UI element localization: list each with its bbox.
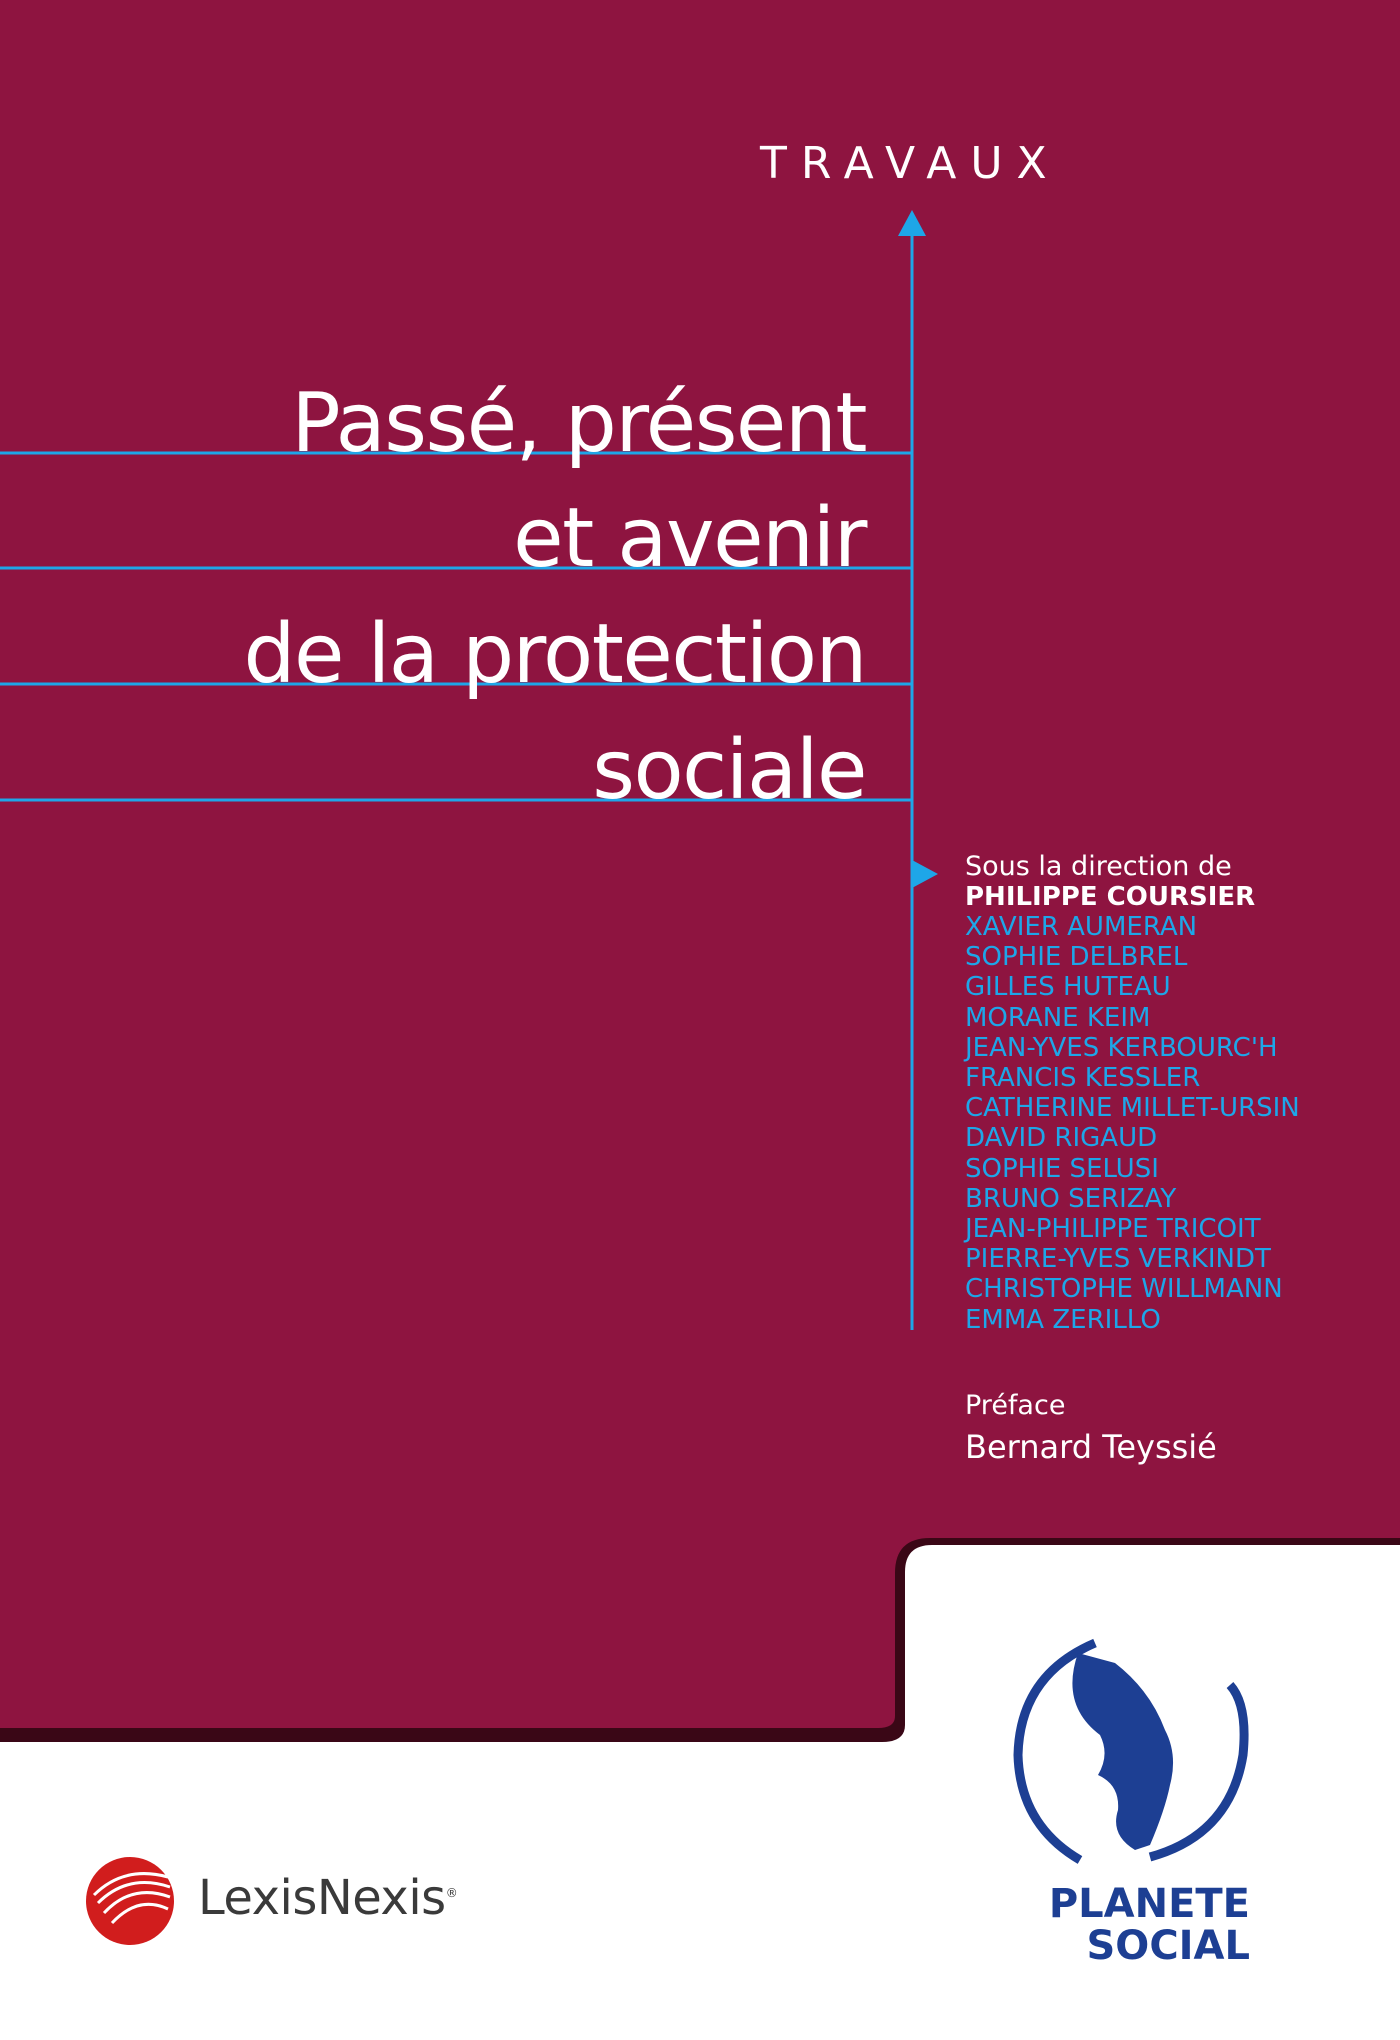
- title-line-4: sociale: [592, 723, 866, 818]
- contributor-name: PIERRE-YVES VERKINDT: [965, 1244, 1271, 1275]
- credits-block: [965, 852, 1385, 1335]
- planete-social-logo-icon: [1000, 1635, 1260, 1875]
- publisher-wordmark: LexisNexis: [198, 1870, 446, 1926]
- contributor-name: CATHERINE MILLET-URSIN: [965, 1093, 1300, 1124]
- title-line-3: de la protection: [243, 607, 866, 702]
- title-line-1: Passé, présent: [291, 376, 866, 471]
- preface-author: Bernard Teyssié: [965, 1428, 1217, 1466]
- title-line-2: et avenir: [513, 491, 866, 586]
- contributor-name: XAVIER AUMERAN: [965, 912, 1198, 942]
- contributor-name: SOPHIE DELBREL: [965, 942, 1188, 973]
- contributor-name: CHRISTOPHE WILLMANN: [965, 1274, 1283, 1305]
- contributor-name: EMMA ZERILLO: [965, 1304, 1161, 1335]
- contributor-name: JEAN-YVES KERBOURC'H: [965, 1032, 1278, 1063]
- contributor-name: GILLES HUTEAU: [965, 972, 1171, 1003]
- contributor-name: JEAN-PHILIPPE TRICOIT: [965, 1214, 1261, 1245]
- lexisnexis-logo-icon: [84, 1855, 176, 1947]
- brand-line-2: SOCIAL: [1086, 1923, 1250, 1969]
- contributor-name: FRANCIS KESSLER: [965, 1063, 1201, 1094]
- contributor-name: BRUNO SERIZAY: [965, 1183, 1177, 1214]
- direction-label: Sous la direction de: [965, 851, 1232, 882]
- brand-line-1: PLANETE: [1048, 1881, 1250, 1927]
- preface-label: Préface: [965, 1390, 1066, 1421]
- contributor-name: DAVID RIGAUD: [965, 1123, 1158, 1154]
- director-name: PHILIPPE COURSIER: [965, 882, 1256, 912]
- publisher-name: [198, 1870, 457, 1926]
- contributor-name: SOPHIE SELUSI: [965, 1153, 1159, 1184]
- contributor-name: MORANE KEIM: [965, 1002, 1151, 1033]
- planete-social-wordmark: [1000, 1883, 1250, 1967]
- registered-mark: ®: [445, 1886, 458, 1900]
- series-label: TRAVAUX: [760, 138, 1061, 189]
